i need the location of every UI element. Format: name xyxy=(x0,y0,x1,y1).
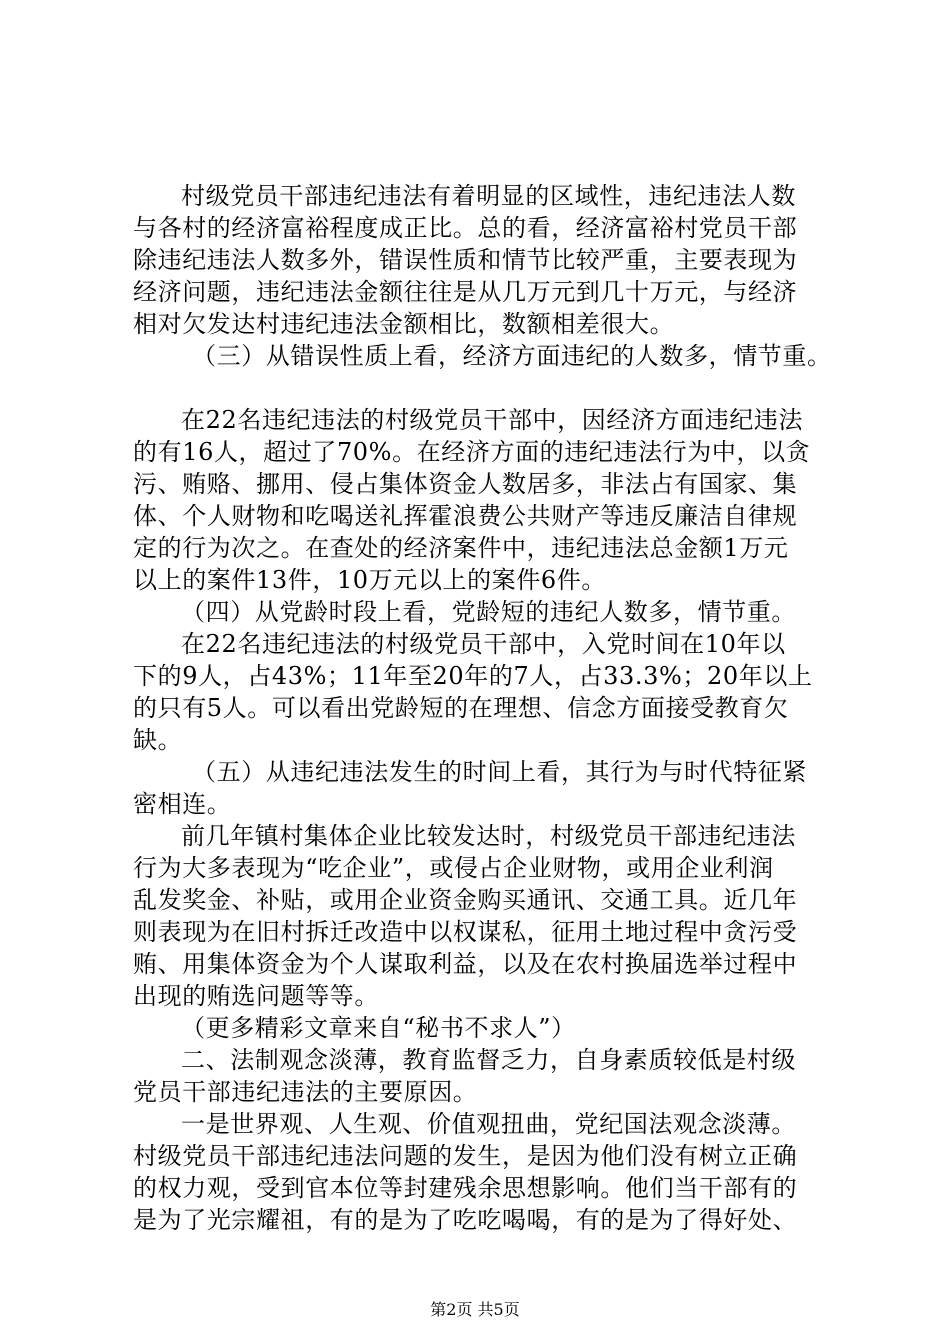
text-line: 体、个人财物和吃喝送礼挥霍浪费公共财产等违反廉洁自律规 xyxy=(133,502,798,530)
text-line: 行为大多表现为“吃企业”，或侵占企业财物，或用企业利润 xyxy=(133,854,774,882)
text-line: 党员干部违纪违法的主要原因。 xyxy=(133,1078,478,1106)
text-line: 是为了光宗耀祖，有的是为了吃吃喝喝，有的是为了得好处、 xyxy=(133,1206,798,1234)
text-line: 则表现为在旧村拆迁改造中以权谋私，征用土地过程中贪污受 xyxy=(133,918,798,946)
text-line: 的只有5人。可以看出党龄短的在理想、信念方面接受教育欠 xyxy=(133,694,789,722)
text-line: 下的9人，占43%；11年至20年的7人，占33.3%；20年以上 xyxy=(133,662,813,690)
text-line: 与各村的经济富裕程度成正比。总的看，经济富裕村党员干部 xyxy=(133,214,798,242)
text-line: 前几年镇村集体企业比较发达时，村级党员干部违纪违法 xyxy=(181,822,796,850)
text-line: 经济问题，违纪违法金额往往是从几万元到几十万元，与经济 xyxy=(133,278,798,306)
text-line: 以上的案件13件，10万元以上的案件6件。 xyxy=(133,566,606,594)
text-line: 的有16人，超过了70%。在经济方面的违纪违法行为中，以贪 xyxy=(133,438,811,466)
text-line: 在22名违纪违法的村级党员干部中，因经济方面违纪违法 xyxy=(181,406,804,434)
text-line: 村级党员干部违纪违法问题的发生，是因为他们没有树立正确 xyxy=(133,1142,798,1170)
section-heading: （三）从错误性质上看，经济方面违纪的人数多，情节重。 xyxy=(192,342,832,370)
text-line: 乱发奖金、补贴，或用企业资金购买通讯、交通工具。近几年 xyxy=(133,886,798,914)
text-line: 一是世界观、人生观、价值观扭曲，党纪国法观念淡薄。 xyxy=(181,1110,796,1138)
text-line: 缺。 xyxy=(133,726,183,754)
page-footer xyxy=(0,1300,950,1320)
text-line: 密相连。 xyxy=(133,790,232,818)
text-line: 除违纪违法人数多外，错误性质和情节比较严重，主要表现为 xyxy=(133,246,798,274)
section-heading: 二、法制观念淡薄，教育监督乏力，自身素质较低是村级 xyxy=(181,1046,796,1074)
page-number: 第2页 xyxy=(430,1300,473,1319)
source-note: （更多精彩文章来自“秘书不求人”） xyxy=(181,1014,576,1042)
text-line: 村级党员干部违纪违法有着明显的区域性，违纪违法人数 xyxy=(181,182,796,210)
text-line: 在22名违纪违法的村级党员干部中，入党时间在10年以 xyxy=(181,630,786,658)
text-line: 相对欠发达村违纪违法金额相比，数额相差很大。 xyxy=(133,310,675,338)
text-line: 定的行为次之。在查处的经济案件中，违纪违法总金额1万元 xyxy=(133,534,789,562)
page-total: 共5页 xyxy=(477,1300,520,1319)
section-heading: （五）从违纪违法发生的时间上看，其行为与时代特征紧 xyxy=(192,758,807,786)
text-line: 污、贿赂、挪用、侵占集体资金人数居多，非法占有国家、集 xyxy=(133,470,798,498)
text-line: 出现的贿选问题等等。 xyxy=(133,982,379,1010)
text-line: 贿、用集体资金为个人谋取利益，以及在农村换届选举过程中 xyxy=(133,950,798,978)
text-line: 的权力观，受到官本位等封建残余思想影响。他们当干部有的 xyxy=(133,1174,798,1202)
section-heading: （四）从党龄时段上看，党龄短的违纪人数多，情节重。 xyxy=(181,598,796,626)
